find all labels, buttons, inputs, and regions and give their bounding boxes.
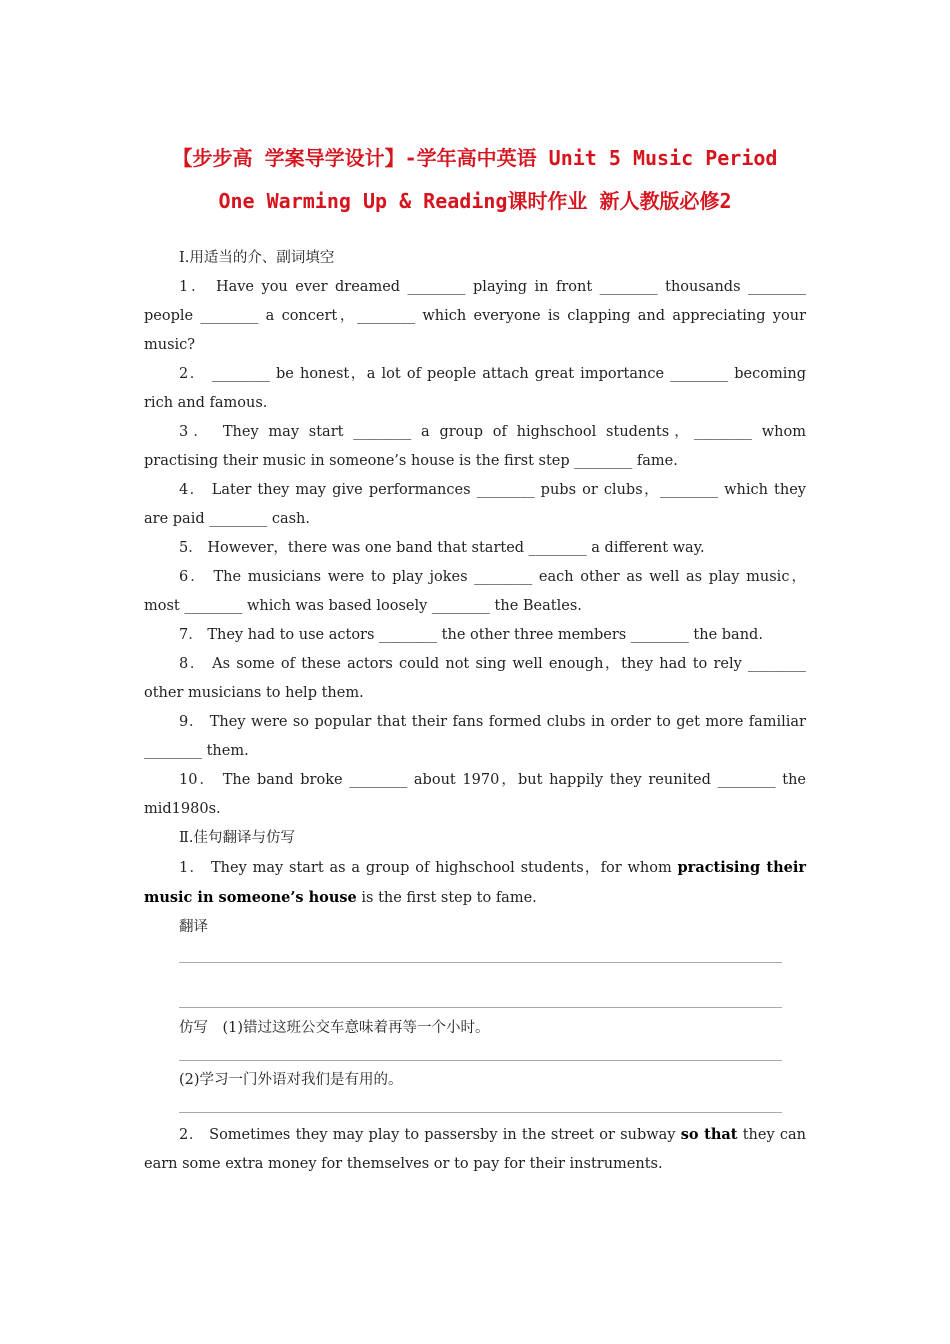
sentence-1 — [144, 853, 806, 913]
sentence-2-end: they can earn some extra money for themselves or to pay for their instruments. — [144, 1127, 806, 1172]
worksheet-body — [144, 244, 806, 1179]
answer-line[interactable] — [179, 942, 782, 963]
translate-label: 翻译 — [179, 919, 208, 935]
document-title-line-1: 【步步高 学案导学设计】-学年高中英语 Unit 5 Music Period — [172, 146, 778, 170]
exercise-item: 7． They had to use actors ________ the other three members ________ the band. — [179, 627, 763, 643]
imitate-label: 仿写 (1)错过这班公交车意味着再等一个小时。 — [179, 1020, 490, 1036]
sentence-2-highlight: so that — [680, 1126, 738, 1143]
sentence-1-start: 1． They may start as a group of highschool students，for whom — [179, 860, 678, 876]
exercise-item: 8． As some of these actors could not sing well enough，they had to rely ________ other musicians to help them. — [144, 656, 806, 701]
answer-line[interactable] — [179, 963, 782, 1008]
section-2-heading: Ⅱ.佳句翻译与仿写 — [179, 830, 295, 846]
sentence-2-start: 2． Sometimes they may play to passersby in the street or subway — [179, 1127, 681, 1143]
sentence-1-highlight: practising their music in someone’s house — [144, 859, 806, 906]
imitate-item-2: (2)学习一门外语对我们是有用的。 — [179, 1072, 403, 1088]
exercise-item: 3． They may start ________ a group of highschool students，________ whom practising their music in someone’s house is the first step ________ fame. — [144, 424, 806, 469]
exercise-item: 9． They were so popular that their fans formed clubs in order to get more familiar ________ them. — [144, 714, 806, 759]
exercise-item: 1． Have you ever dreamed ________ playing in front ________ thousands ________ people ________ a concert，________ which everyone is clapping and appreciating your music? — [144, 279, 806, 353]
sentence-1-end: is the first step to fame. — [356, 890, 537, 906]
exercise-item: 4． Later they may give performances ________ pubs or clubs，________ which they are paid ________ cash. — [144, 482, 806, 527]
answer-line[interactable] — [179, 1043, 782, 1061]
exercise-item: 6． The musicians were to play jokes ________ each other as well as play music，most ________ which was based loosely ________ the Beatles. — [144, 569, 806, 614]
exercise-item: 5． However，there was one band that started ________ a different way. — [179, 540, 705, 556]
answer-line[interactable] — [179, 1095, 782, 1113]
exercise-item: 2． ________ be honest，a lot of people attach great importance ________ becoming rich and famous. — [144, 366, 806, 411]
document-title-line-2: One Warming Up & Reading课时作业 新人教版必修2 — [218, 189, 732, 213]
sentence-2 — [144, 1120, 806, 1179]
exercise-item: 10． The band broke ________ about 1970，but happily they reunited ________ the mid1980s. — [144, 772, 806, 817]
section-1-heading: Ⅰ.用适当的介、副词填空 — [179, 250, 335, 266]
